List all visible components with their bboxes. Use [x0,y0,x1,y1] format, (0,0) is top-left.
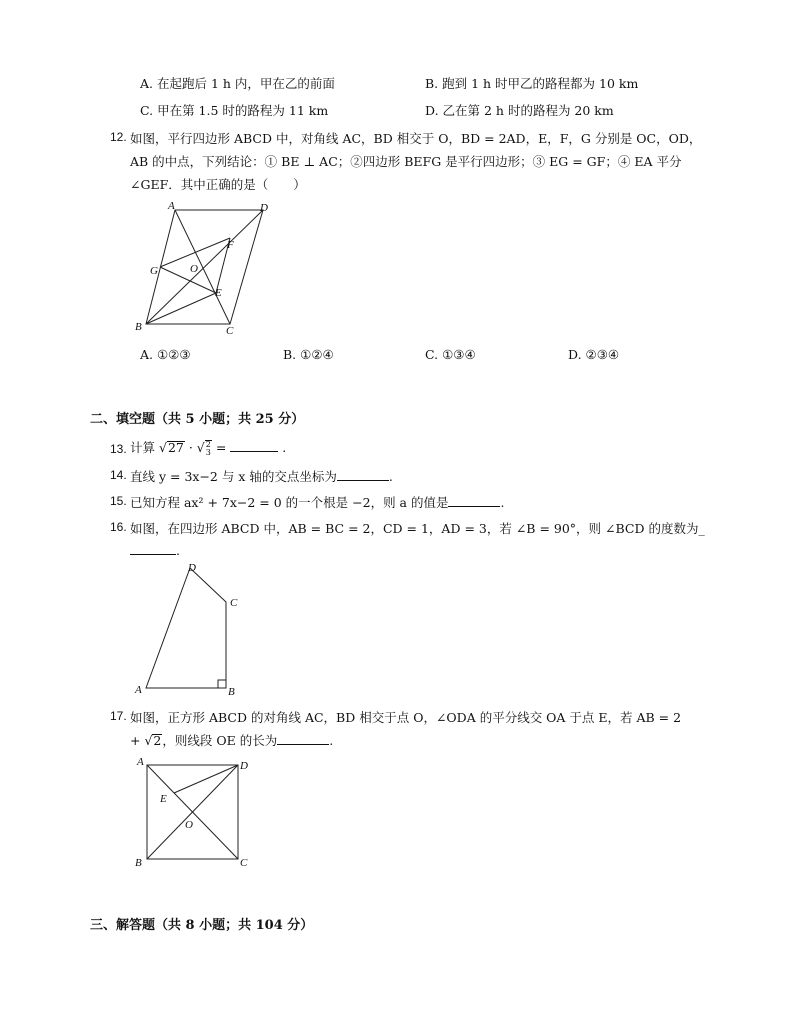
q12-parallelogram-figure [130,198,280,338]
right-angle-mark-b [218,680,226,688]
label-c: C [226,325,234,337]
q17-text-line1: 如图，正方形 ABCD 的对角线 AC，BD 相交于点 O，∠ODA 的平分线交 OA 于点 E，若 AB = 2 [130,710,682,725]
section-title-answer: 三、解答题（共 8 小题；共 104 分） [90,918,314,933]
q15-number: 15. [110,494,127,508]
section-title-fill-in: 二、填空题（共 5 小题；共 25 分） [90,412,305,427]
q12-option-a: A. ①②③ [140,347,191,362]
q12-text-line2: AB 的中点，下列结论：① BE ⊥ AC；②四边形 BEFG 是平行四边形；③ EG = GF；④ EA 平分 [130,154,682,169]
label-o: O [190,263,198,275]
q13-text: 计算 √27 · √2 3 = . [130,439,287,457]
label-o: O [185,819,193,831]
label-b: B [228,686,235,698]
q12-number: 12. [110,130,127,144]
label-c: C [240,857,248,869]
q15-answer-blank[interactable] [448,494,500,507]
q16-text-line1: 如图，在四边形 ABCD 中，AB = BC = 2，CD = 1，AD = 3，若 ∠B = 90°，则 ∠BCD 的度数为_ [130,521,705,536]
diagonal-bd [146,210,263,324]
label-c: C [230,597,238,609]
segment-be [146,293,216,324]
q17-square-figure [130,752,260,872]
label-a: A [168,200,175,212]
q13-number: 13. [110,442,127,456]
bisector-de [174,765,238,793]
quadrilateral-abcd [146,568,226,688]
q17-answer-blank[interactable] [277,732,329,745]
label-d: D [260,202,268,214]
q17-number: 17. [110,709,127,723]
q16-text-line2: . [130,542,180,558]
q17-text-line2: + √2，则线段 OE 的长为 . [130,733,334,748]
q13-sqrt-27: √27 [159,440,184,455]
q13-prefix: 计算 [130,440,156,455]
q12-option-d: D. ②③④ [568,347,620,362]
q11-option-c: C. 甲在第 1.5 时的路程为 11 km [140,103,329,118]
label-e: E [215,287,222,299]
label-d: D [188,562,196,574]
q16-quadrilateral-figure [130,558,250,700]
q16-answer-blank[interactable] [130,542,176,555]
q13-sqrt-fraction: √2 3 [196,439,211,457]
label-e: E [160,793,167,805]
label-g: G [150,265,158,277]
diagonal-ac [175,210,230,324]
q12-text-line3: ∠GEF．其中正确的是（ ） [130,177,306,192]
q11-option-a: A. 在起跑后 1 h 内，甲在乙的前面 [140,76,335,91]
q15-text: 已知方程 ax² + 7x−2 = 0 的一个根是 −2，则 a 的值是 . [130,495,505,510]
q14-number: 14. [110,468,127,482]
q14-text: 直线 y = 3x−2 与 x 轴的交点坐标为 . [130,469,393,484]
label-a: A [135,684,142,696]
label-f: F [227,239,234,251]
q12-option-c: C. ①③④ [425,347,476,362]
q11-option-d: D. 乙在第 2 h 时的路程为 20 km [425,103,614,118]
label-b: B [135,321,142,333]
q11-option-b: B. 跑到 1 h 时甲乙的路程都为 10 km [425,76,639,91]
q16-number: 16. [110,520,127,534]
q12-option-b: B. ①②④ [283,347,334,362]
label-a: A [137,756,144,768]
q14-answer-blank[interactable] [337,468,389,481]
q13-answer-blank[interactable] [230,439,278,452]
q12-text-line1: 如图，平行四边形 ABCD 中，对角线 AC，BD 相交于 O，BD = 2AD，E，F，G 分别是 OC，OD， [130,131,702,146]
label-b: B [135,857,142,869]
label-d: D [240,760,248,772]
segment-ge [160,267,216,293]
